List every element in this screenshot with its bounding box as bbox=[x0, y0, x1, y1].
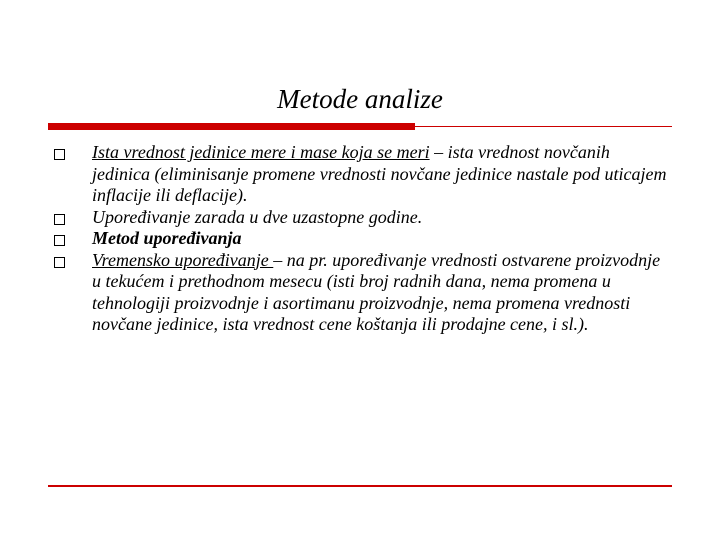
bullet-1-underlined-term: Ista vrednost jedinice mere i mase koja se meri bbox=[92, 142, 430, 162]
bullet-list bbox=[52, 142, 672, 336]
hollow-square-bullet-icon bbox=[54, 214, 65, 225]
hollow-square-bullet-icon bbox=[54, 149, 65, 160]
bullet-item-1 bbox=[52, 142, 672, 207]
hollow-square-bullet-icon bbox=[54, 235, 65, 246]
bullet-4-underlined-term: Vremensko upoređivanje bbox=[92, 249, 274, 270]
bullet-text-2: Upoređivanje zarada u dve uzastopne godine. bbox=[92, 206, 423, 227]
bullet-1-description: – ista vrednost novčanih jedinica (eliminisanje promene vrednosti novčane jedinice nastale pod uticajem inflacije ili deflacije). bbox=[92, 142, 667, 205]
bullet-text-1 bbox=[92, 142, 672, 207]
bullet-text-3: Metod upoređivanja bbox=[92, 228, 242, 248]
bullet-4-description: – na pr. upoređivanje vrednosti ostvarene proizvodnje u tekućem i prethodnom mesecu (isti broj radnih dana, nema promena u tehnologiji proizvodnje i asortimanu proizvodnje, nema promena vrednosti novčane jedinice, ista vrednost cene koštanja ili prodajne cene, i sl.). bbox=[92, 249, 661, 334]
footer-divider bbox=[48, 485, 672, 487]
bullet-item-2 bbox=[52, 207, 672, 229]
bullet-text-4 bbox=[92, 250, 672, 336]
hollow-square-bullet-icon bbox=[54, 257, 65, 268]
bullet-item-4 bbox=[52, 250, 672, 336]
slide-title: Metode analize bbox=[277, 84, 443, 114]
bullet-item-3 bbox=[52, 228, 672, 250]
title-divider-thick bbox=[48, 123, 415, 130]
